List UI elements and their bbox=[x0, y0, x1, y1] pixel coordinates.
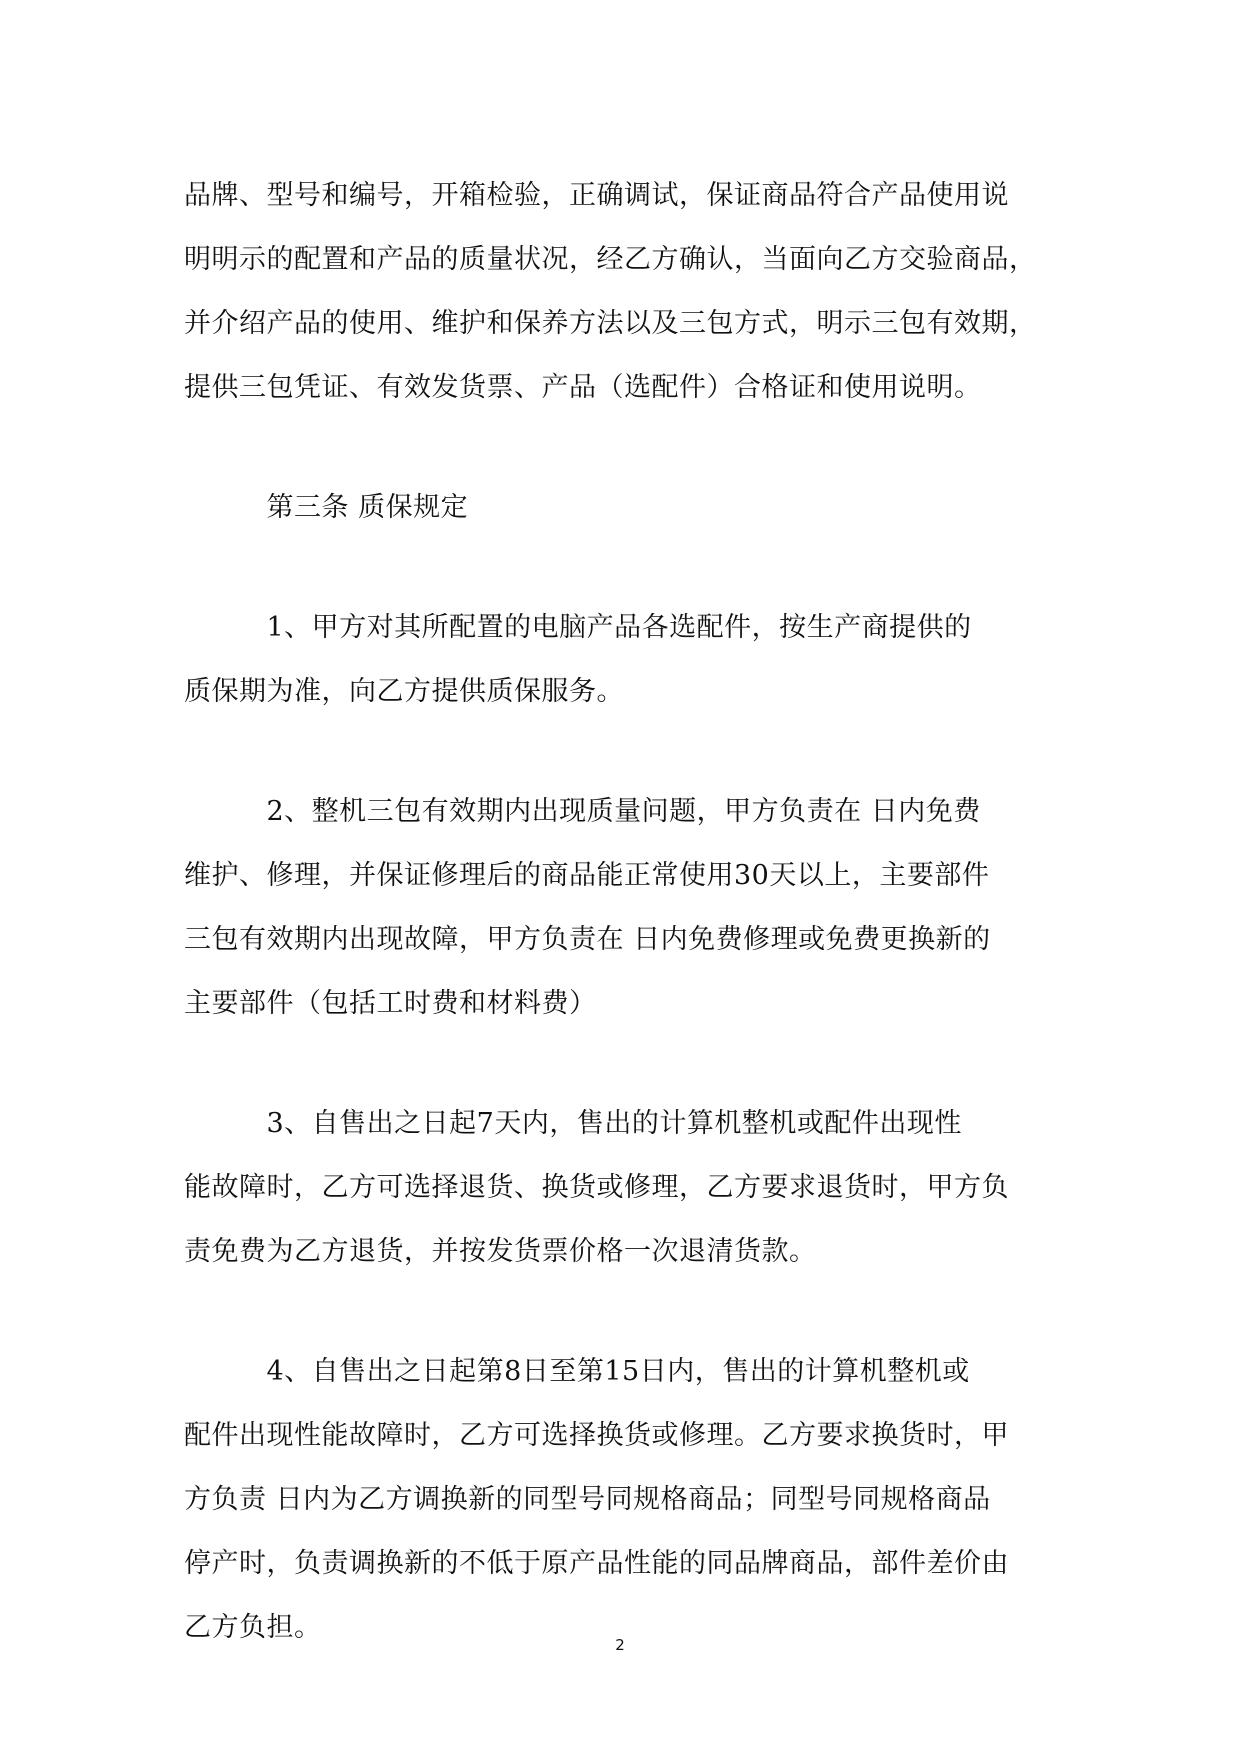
text-line: 乙方负担。 bbox=[184, 1612, 322, 1643]
text-line: 能故障时，乙方可选择退货、换货或修理，乙方要求退货时，甲方负 bbox=[184, 1172, 1009, 1203]
text-line: 1、甲方对其所配置的电脑产品各选配件，按生产商提供的 bbox=[184, 612, 972, 643]
page-number: 2 bbox=[615, 1636, 625, 1654]
paragraph-spacing bbox=[184, 420, 1064, 476]
text-line: 品牌、型号和编号，开箱检验，正确调试，保证商品符合产品使用说 bbox=[184, 180, 1009, 211]
text-line: 2、整机三包有效期内出现质量问题，甲方负责在 日内免费 bbox=[184, 796, 981, 827]
paragraph-spacing bbox=[184, 540, 1064, 596]
clause-3 bbox=[184, 1092, 1064, 1284]
text-line: 方负责 日内为乙方调换新的同型号同规格商品；同型号同规格商品 bbox=[184, 1484, 991, 1515]
paragraph-spacing bbox=[184, 1284, 1064, 1340]
text-line: 责免费为乙方退货，并按发货票价格一次退清货款。 bbox=[184, 1236, 817, 1267]
clause-4 bbox=[184, 1340, 1064, 1660]
text-line: 明明示的配置和产品的质量状况，经乙方确认，当面向乙方交验商品， bbox=[184, 244, 1037, 275]
text-line: 3、自售出之日起7天内，售出的计算机整机或配件出现性 bbox=[184, 1108, 962, 1139]
document-body bbox=[184, 164, 1064, 1660]
paragraph-delivery-inspection bbox=[184, 164, 1064, 420]
clause-1 bbox=[184, 596, 1064, 724]
text-line: 维护、修理，并保证修理后的商品能正常使用30天以上，主要部件 bbox=[184, 860, 990, 891]
paragraph-spacing bbox=[184, 724, 1064, 780]
text-line: 主要部件（包括工时费和材料费） bbox=[184, 988, 597, 1019]
paragraph-spacing bbox=[184, 1036, 1064, 1092]
text-line: 并介绍产品的使用、维护和保养方法以及三包方式，明示三包有效期， bbox=[184, 308, 1037, 339]
clause-2 bbox=[184, 780, 1064, 1036]
article-title: 第三条 质保规定 bbox=[184, 492, 469, 523]
text-line: 三包有效期内出现故障，甲方负责在 日内免费修理或免费更换新的 bbox=[184, 924, 991, 955]
section-heading bbox=[184, 476, 1064, 540]
text-line: 4、自售出之日起第8日至第15日内，售出的计算机整机或 bbox=[184, 1356, 970, 1387]
text-line: 提供三包凭证、有效发货票、产品（选配件）合格证和使用说明。 bbox=[184, 372, 982, 403]
text-line: 停产时，负责调换新的不低于原产品性能的同品牌商品，部件差价由 bbox=[184, 1548, 1009, 1579]
text-line: 配件出现性能故障时，乙方可选择换货或修理。乙方要求换货时，甲 bbox=[184, 1420, 1009, 1451]
text-line: 质保期为准，向乙方提供质保服务。 bbox=[184, 676, 624, 707]
